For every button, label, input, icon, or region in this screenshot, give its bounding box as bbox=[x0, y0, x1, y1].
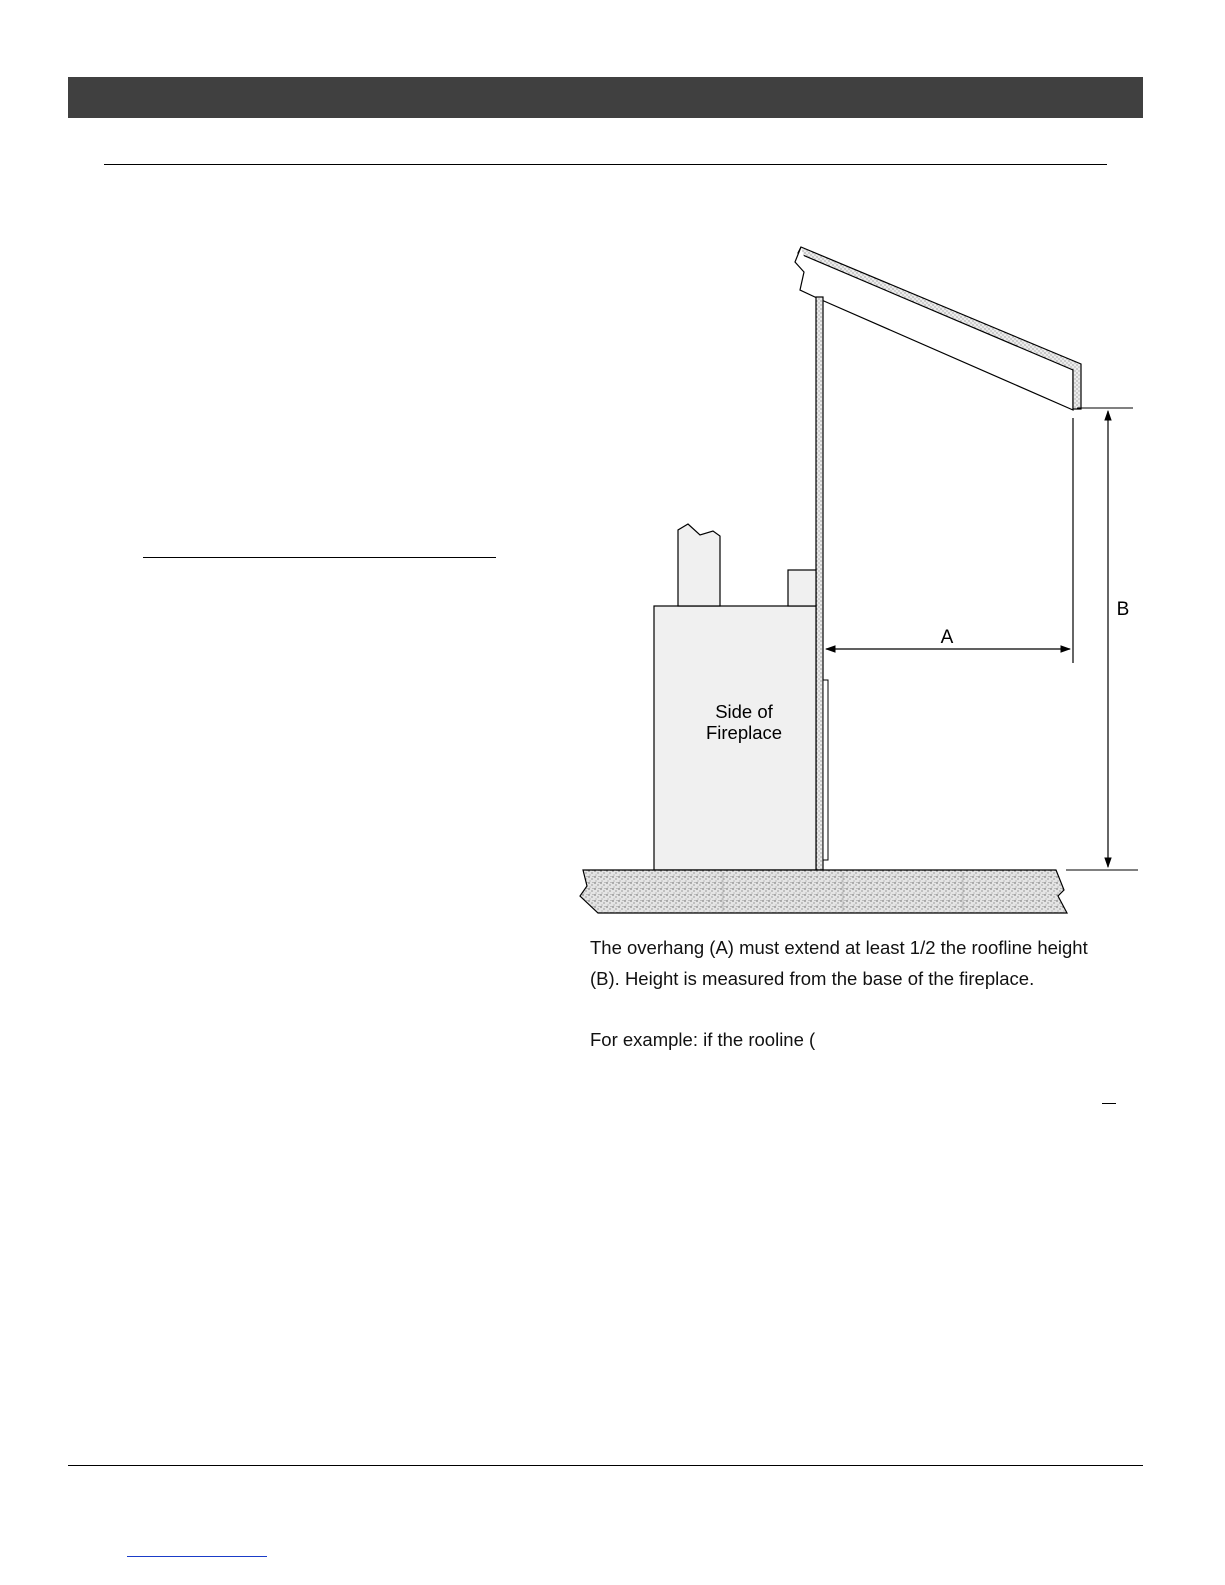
exterior-wall bbox=[816, 297, 823, 870]
caption-line-3: For example: if the rooline ( bbox=[590, 1029, 816, 1050]
dimension-b-label: B bbox=[1116, 599, 1130, 620]
caption-line-2: (B). Height is measured from the base of the fireplace. bbox=[590, 968, 1035, 989]
footer-divider bbox=[68, 1465, 1143, 1466]
fireplace-label-line1: Side of bbox=[715, 701, 773, 722]
vent-pipe bbox=[678, 524, 720, 606]
caption-line-1: The overhang (A) must extend at least 1/2 the roofline height bbox=[590, 937, 1088, 958]
footer-link-underline[interactable] bbox=[127, 1556, 267, 1557]
exterior-trim bbox=[823, 680, 828, 860]
fireplace-label-line2: Fireplace bbox=[705, 722, 783, 743]
vent-collar bbox=[788, 570, 816, 606]
floor-slab bbox=[580, 870, 1067, 913]
roof-soffit bbox=[800, 250, 1073, 410]
small-dash-mark bbox=[1102, 1103, 1116, 1104]
dimension-a-label: A bbox=[940, 627, 954, 648]
